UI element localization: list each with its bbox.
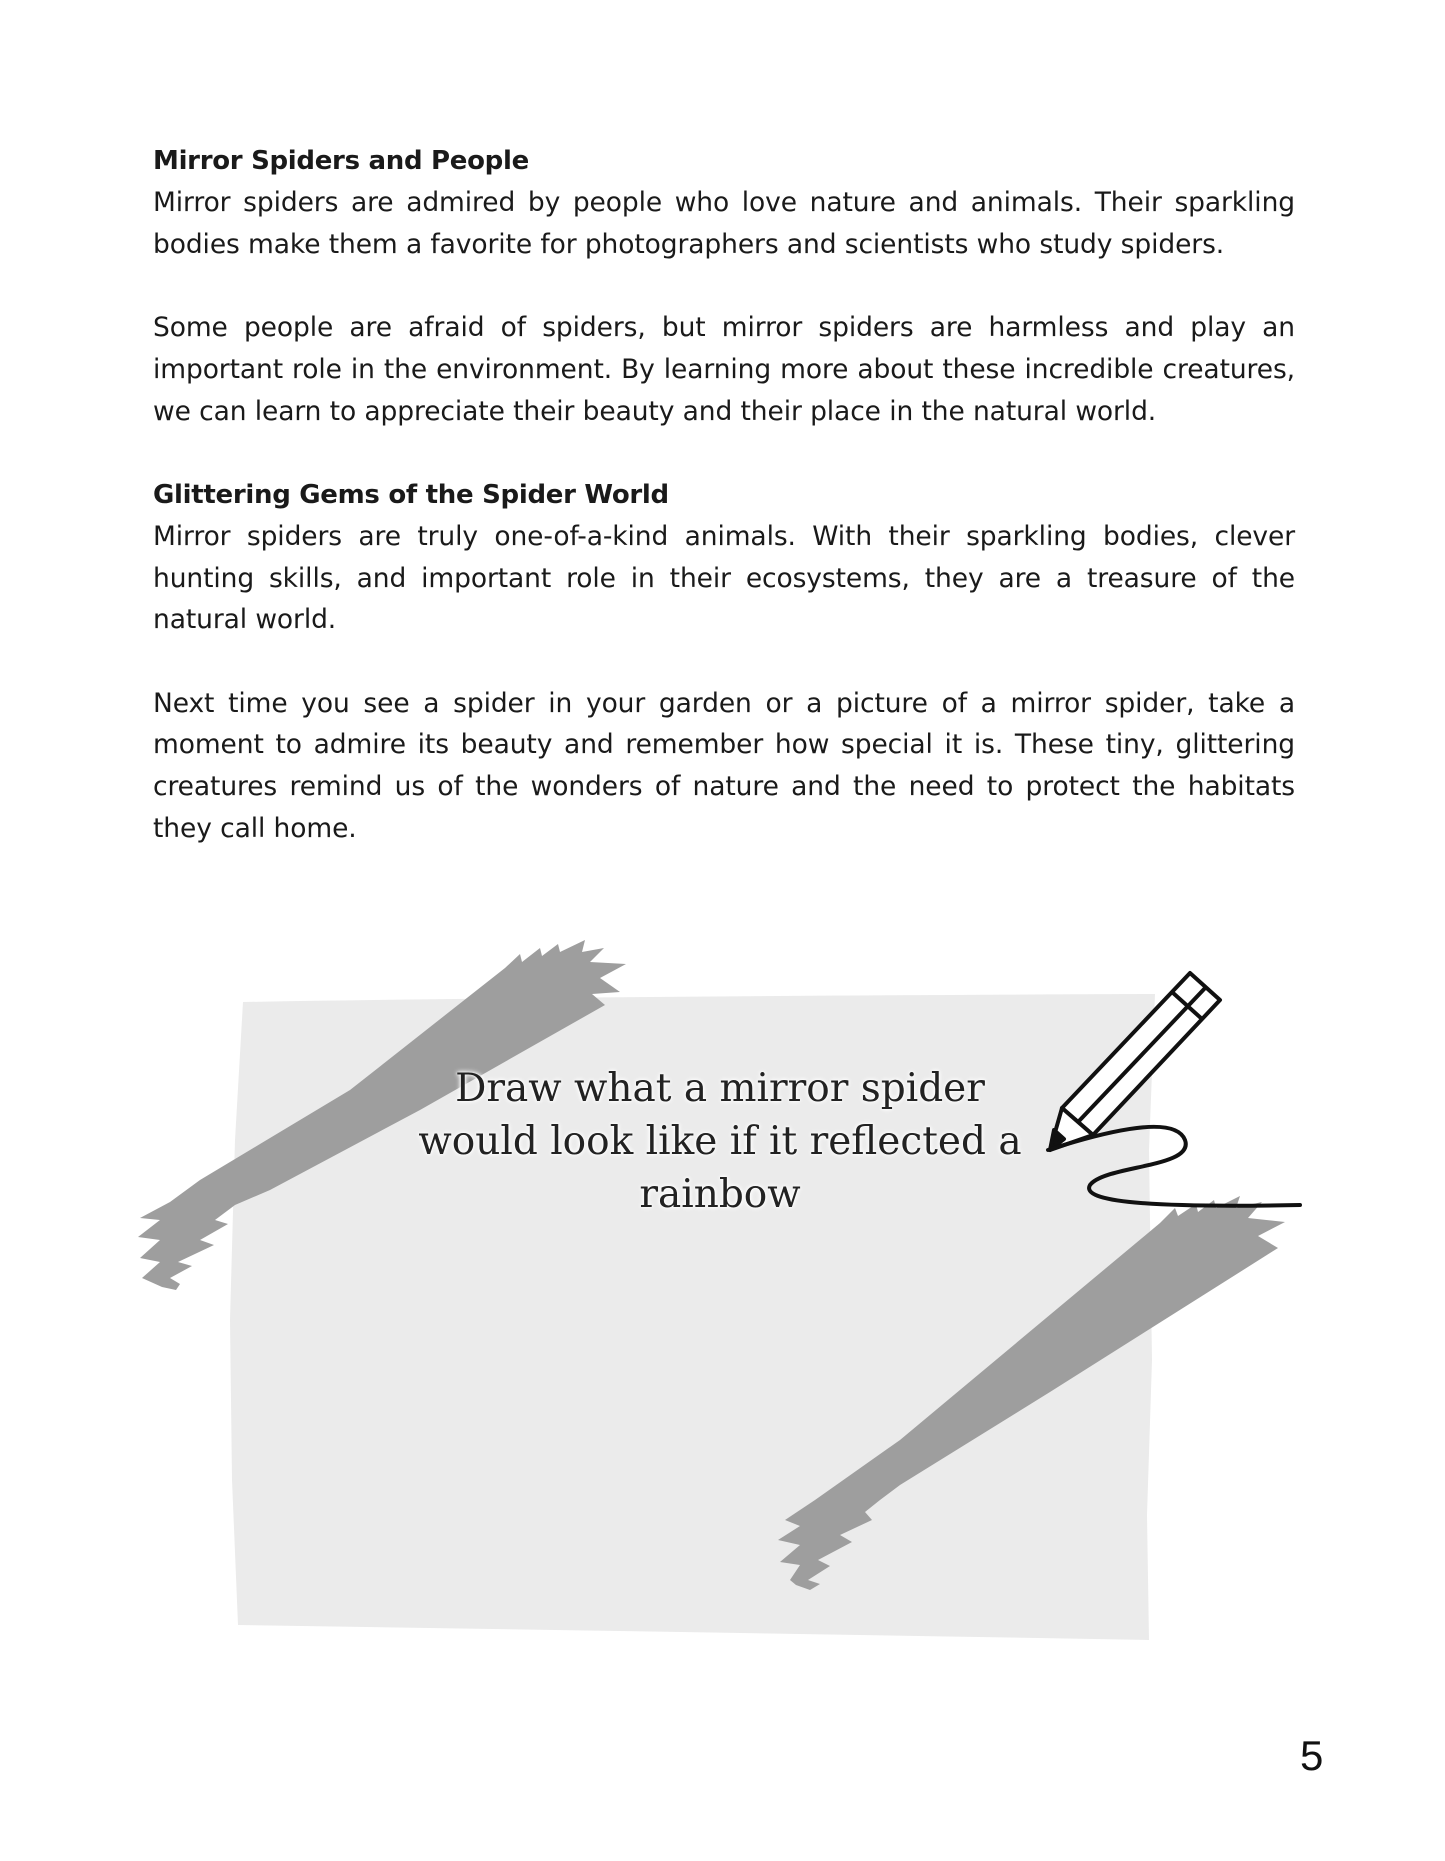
section-heading-mirror-spiders-and-people: Mirror Spiders and People	[153, 146, 529, 176]
section-heading-glittering-gems: Glittering Gems of the Spider World	[153, 479, 669, 510]
paragraph: Some people are afraid of spiders, but mirror spiders are harmless and play an important role in the environment. By learning more about these incredible creatures, we can learn to appreciate their beauty and their place in the natural world.	[153, 312, 1295, 427]
page-number: 5	[1300, 1732, 1324, 1779]
drawing-prompt	[360, 1062, 1080, 1221]
drawing-prompt-line: rainbow	[639, 1172, 801, 1217]
drawing-prompt-line: Draw what a mirror spider	[455, 1066, 985, 1111]
drawing-activity	[0, 940, 1445, 1720]
paragraph: Next time you see a spider in your garden or a picture of a mirror spider, take a moment to admire its beauty and remember how special it is. These tiny, glittering creatures remind us of the wonders of nature and the need to protect the habitats they call home.	[153, 687, 1295, 844]
paragraph: Mirror spiders are truly one-of-a-kind animals. With their sparkling bodies, clever hunting skills, and important role in their ecosystems, they are a treasure of the natural world.	[153, 520, 1295, 636]
drawing-prompt-line: would look like if it reflected a	[418, 1119, 1022, 1164]
drawing-activity-art	[0, 940, 1445, 1720]
article-text	[153, 140, 1295, 891]
paragraph: Mirror spiders are admired by people who love nature and animals. Their sparkling bodies make them a favorite for photographers and scientists who study spiders.	[153, 187, 1295, 260]
